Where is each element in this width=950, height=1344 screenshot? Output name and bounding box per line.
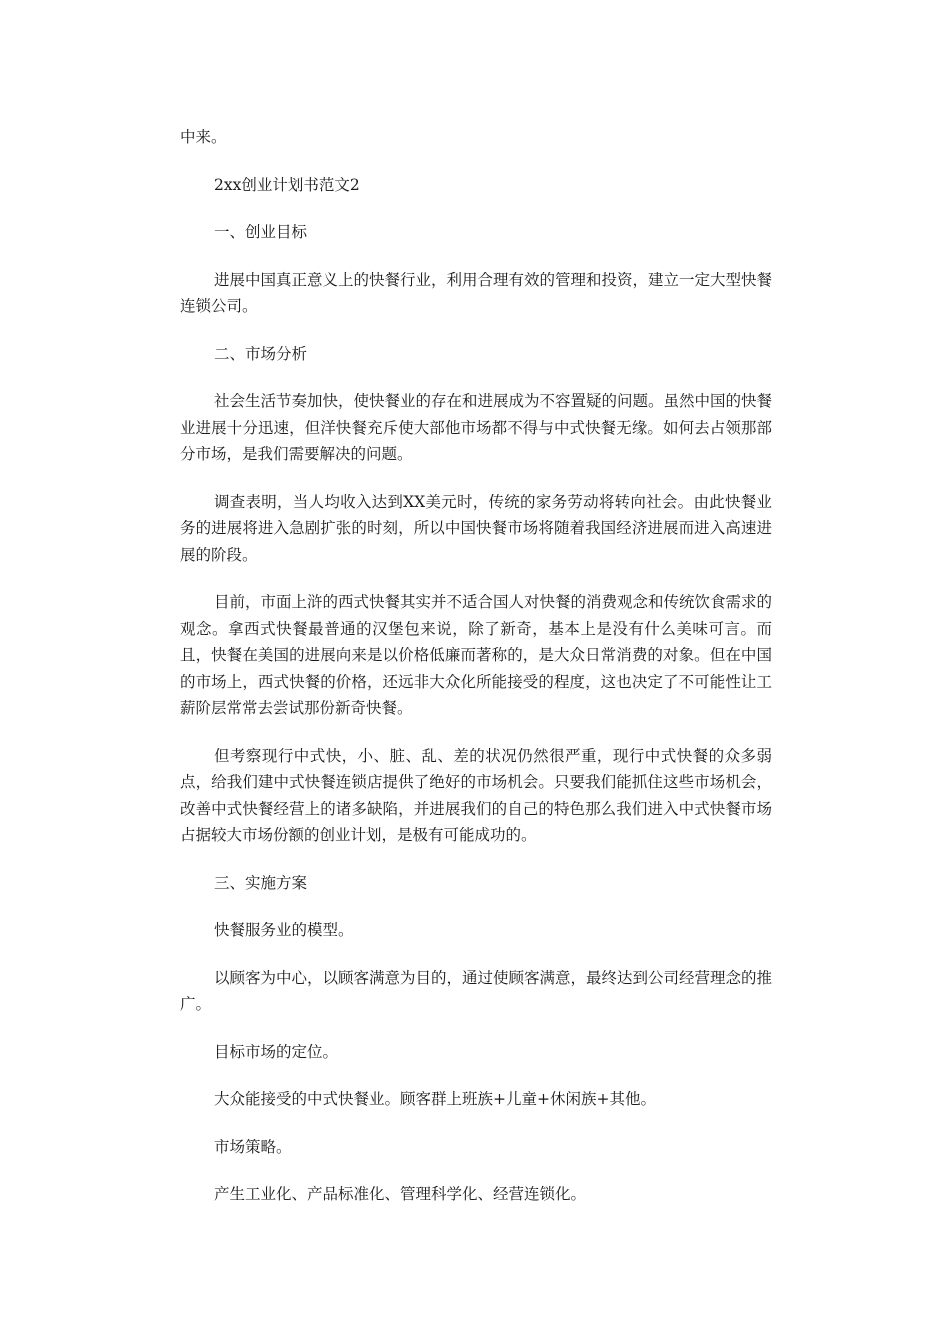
paragraph: 社会生活节奏加快，使快餐业的存在和进展成为不容置疑的问题。虽然中国的快餐业进展十分迅速，但洋快餐充斥使大部他市场都不得与中式快餐无缘。如何去占领那部分市场，是我们需要解决的问题。 (180, 392, 773, 463)
paragraph: 快餐服务业的模型。 (214, 921, 354, 939)
section-heading-market: 二、市场分析 (214, 344, 308, 363)
document-title: 2xx创业计划书范文2 (214, 175, 360, 194)
paragraph: 进展中国真正意义上的快餐行业，利用合理有效的管理和投资，建立一定大型快餐连锁公司。 (180, 270, 773, 315)
paragraph: 但考察现行中式快，小、脏、乱、差的状况仍然很严重，现行中式快餐的众多弱点，给我们建中式快餐连锁店提供了绝好的市场机会。只要我们能抓住这些市场机会，改善中式快餐经营上的诸多缺陷，并进展我们的自己的特色那么我们进入中式快餐市场占据较大市场份额的创业计划，是极有可能成功的。 (180, 746, 772, 844)
paragraph-continuation: 中来。 (180, 128, 227, 146)
paragraph: 产生工业化、产品标准化、管理科学化、经营连锁化。 (214, 1185, 587, 1203)
paragraph: 目前，市面上浒的西式快餐其实并不适合国人对快餐的消费观念和传统饮食需求的观念。拿西式快餐最普通的汉堡包来说，除了新奇，基本上是没有什么美味可言。而且，快餐在美国的进展向来是以价格低廉而著称的，是大众日常消费的对象。但在中国的市场上，西式快餐的价格，还远非大众化所能接受的程度，这也决定了不可能性让工薪阶层常常去尝试那份新奇快餐。 (180, 593, 773, 717)
section-heading-goal: 一、创业目标 (214, 223, 308, 241)
paragraph: 大众能接受的中式快餐业。顾客群上班族+儿童+休闲族+其他。 (214, 1090, 656, 1108)
section-heading-plan: 三、实施方案 (214, 873, 308, 892)
paragraph: 市场策略。 (214, 1137, 292, 1156)
paragraph: 以顾客为中心，以顾客满意为目的，通过使顾客满意，最终达到公司经营理念的推广。 (180, 968, 773, 1013)
paragraph: 调查表明，当人均收入达到XX美元时，传统的家务劳动将转向社会。由此快餐业务的进展将进入急剧扩张的时刻，所以中国快餐市场将随着我国经济进展而进入高速进展的阶段。 (180, 492, 772, 564)
paragraph: 目标市场的定位。 (214, 1042, 339, 1061)
document-body (180, 124, 772, 1229)
